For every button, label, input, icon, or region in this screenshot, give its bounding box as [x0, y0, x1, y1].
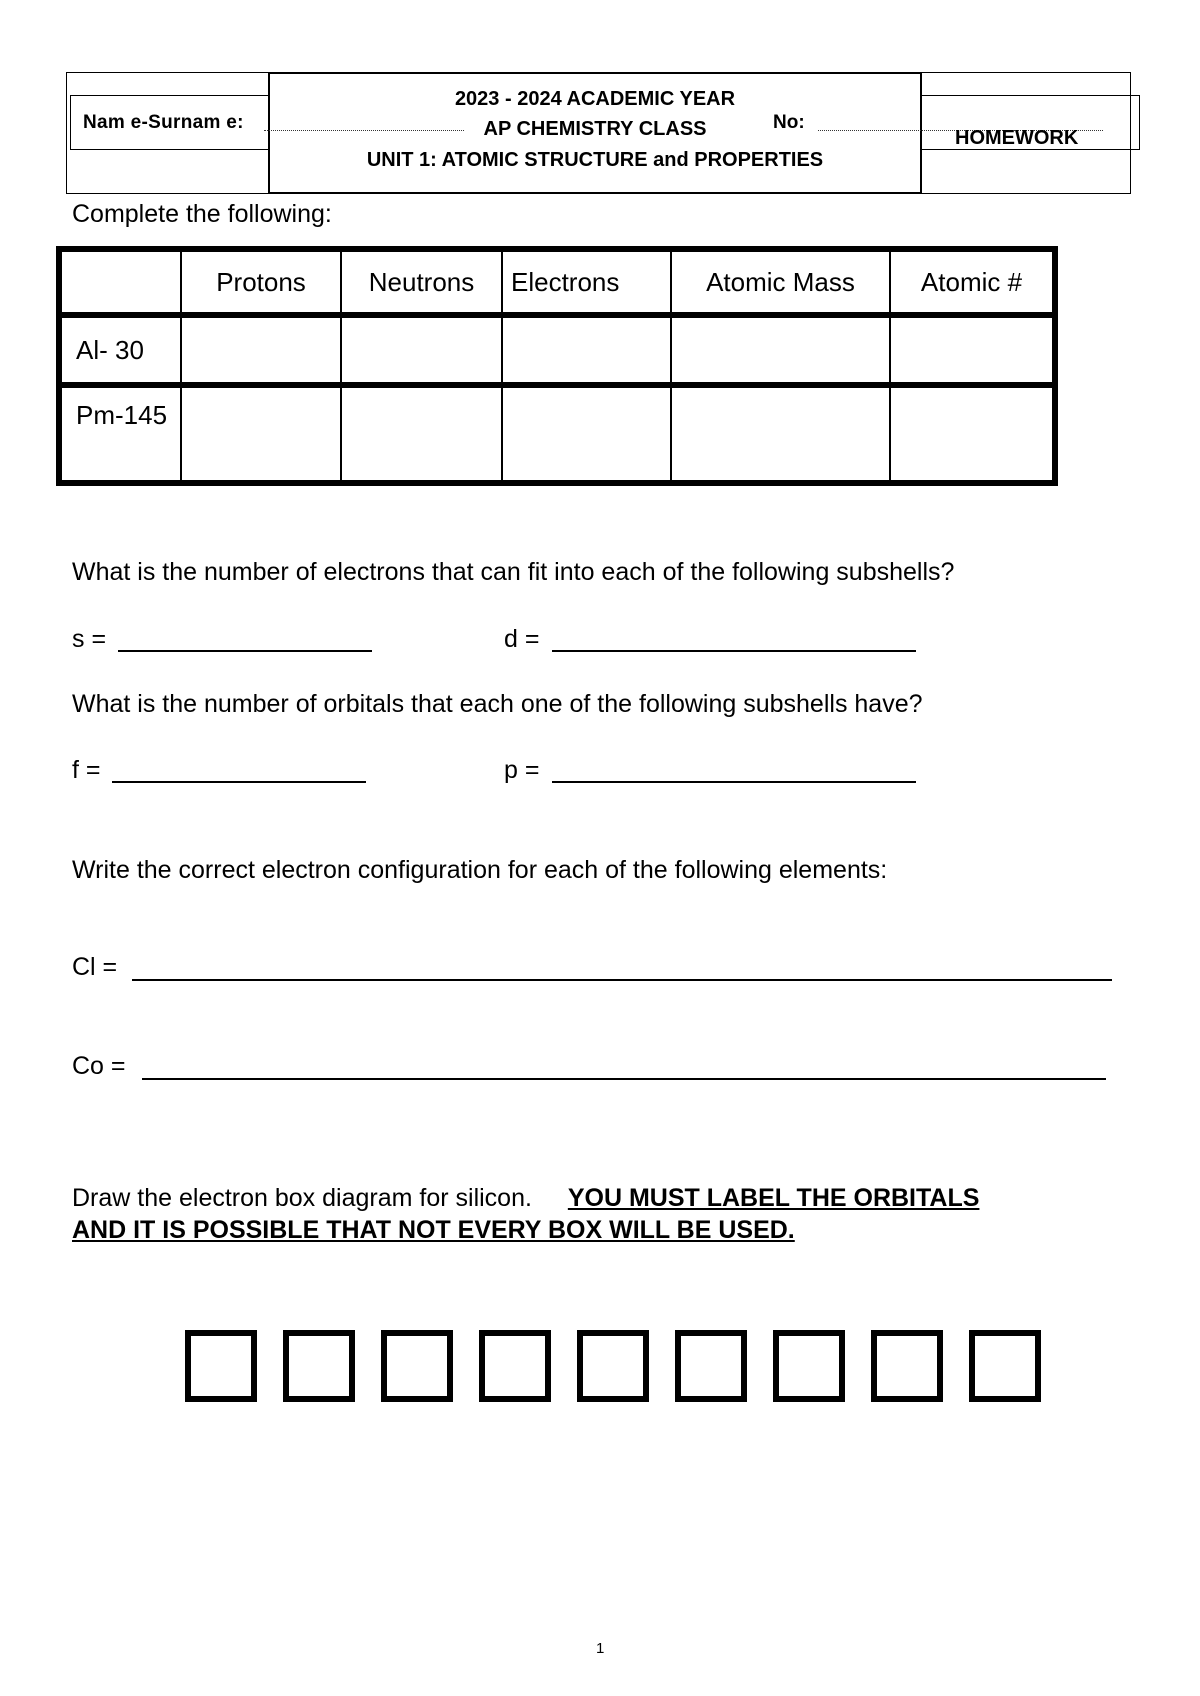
table-cell[interactable]: [671, 315, 890, 385]
orbital-box[interactable]: [381, 1330, 453, 1402]
orbital-box[interactable]: [871, 1330, 943, 1402]
academic-year: 2023 - 2024 ACADEMIC YEAR: [454, 88, 736, 110]
box-diagram-prompt: [72, 1184, 1138, 1213]
col-header-protons: Protons: [181, 249, 341, 315]
warning-line-1: YOU MUST LABEL THE ORBITALS: [567, 1184, 980, 1212]
atom-table: [56, 246, 1058, 486]
orbitals-question: What is the number of orbitals that each one of the following subshells have?: [72, 690, 923, 718]
co-answer-line[interactable]: [142, 1078, 1106, 1080]
s-label: s =: [72, 625, 107, 653]
table-cell[interactable]: [890, 385, 1055, 483]
table-cell[interactable]: [181, 315, 341, 385]
table-cell[interactable]: [341, 385, 502, 483]
electron-box-row: [185, 1330, 1041, 1402]
col-header-electrons: Electrons: [502, 249, 671, 315]
class-name: AP CHEMISTRY CLASS: [483, 118, 707, 140]
orbital-box[interactable]: [675, 1330, 747, 1402]
homework-label: HOMEWORK: [955, 127, 1079, 149]
f-label: f =: [72, 756, 101, 784]
col-header-neutrons: Neutrons: [341, 249, 502, 315]
page-number: 1: [596, 1640, 605, 1657]
s-answer-line[interactable]: [118, 650, 372, 652]
orbital-box[interactable]: [185, 1330, 257, 1402]
orbital-box[interactable]: [283, 1330, 355, 1402]
d-answer-line[interactable]: [552, 650, 916, 652]
configuration-prompt: Write the correct electron configuration for each of the following elements:: [72, 856, 888, 884]
box-diagram-instruction: Draw the electron box diagram for silicon.: [72, 1184, 532, 1212]
co-label: Co =: [72, 1052, 126, 1080]
table-cell[interactable]: [181, 385, 341, 483]
name-field[interactable]: [264, 130, 464, 131]
orbital-box[interactable]: [773, 1330, 845, 1402]
row-header-al30: Al- 30: [59, 315, 181, 385]
col-header-atomic-number: Atomic #: [890, 249, 1055, 315]
orbital-box[interactable]: [479, 1330, 551, 1402]
table-cell[interactable]: [671, 385, 890, 483]
row-header-pm145: Pm-145: [59, 385, 181, 483]
p-label: p =: [504, 756, 540, 784]
p-answer-line[interactable]: [552, 781, 916, 783]
col-header-blank: [59, 249, 181, 315]
header-title-box: [268, 72, 922, 194]
unit-title: UNIT 1: ATOMIC STRUCTURE and PROPERTIES: [366, 149, 824, 171]
table-cell[interactable]: [502, 385, 671, 483]
table-cell[interactable]: [502, 315, 671, 385]
electrons-question: What is the number of electrons that can fit into each of the following subshells?: [72, 558, 955, 586]
orbital-box[interactable]: [577, 1330, 649, 1402]
orbital-box[interactable]: [969, 1330, 1041, 1402]
name-surname-label: Nam e-Surnam e:: [83, 112, 244, 133]
warning-line-2: AND IT IS POSSIBLE THAT NOT EVERY BOX WILL BE USED.: [72, 1216, 795, 1244]
cl-label: Cl =: [72, 953, 118, 981]
d-label: d =: [504, 625, 540, 653]
table-cell[interactable]: [890, 315, 1055, 385]
col-header-atomic-mass: Atomic Mass: [671, 249, 890, 315]
complete-prompt: Complete the following:: [72, 200, 332, 228]
f-answer-line[interactable]: [112, 781, 366, 783]
table-cell[interactable]: [341, 315, 502, 385]
number-label: No:: [773, 112, 805, 133]
cl-answer-line[interactable]: [132, 979, 1112, 981]
